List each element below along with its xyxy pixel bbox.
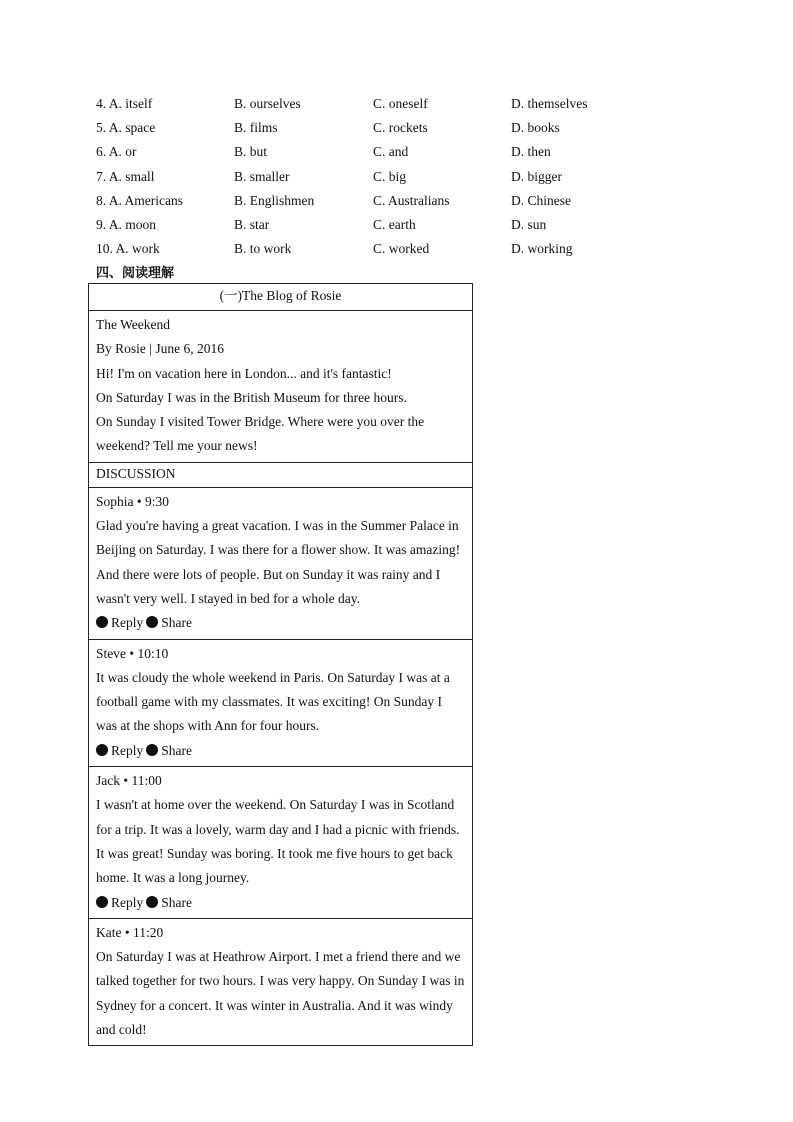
option-b: B. star (234, 216, 270, 232)
option-row-5 (96, 118, 716, 142)
comment-text: It was cloudy the whole weekend in Paris. On Saturday I was at a football game with my classmates. It was exciting! On Sunday I was at the shops with Ann for four hours. (96, 669, 450, 734)
bullet-icon (96, 896, 108, 908)
bullet-icon (96, 744, 108, 756)
post-line: On Saturday I was in the British Museum for three hours. (96, 389, 407, 405)
discussion-label: DISCUSSION (89, 462, 473, 487)
option-a: 7. A. small (96, 168, 155, 184)
option-c: C. big (373, 168, 407, 184)
blog-title: (一)The Blog of Rosie (89, 284, 473, 311)
option-a: 10. A. work (96, 241, 160, 257)
comment-jack (89, 767, 473, 919)
option-d: D. themselves (511, 96, 588, 111)
section-title: 四、阅读理解 (96, 266, 175, 281)
comment-author: Jack • 11:00 (96, 773, 162, 789)
option-c: C. oneself (373, 96, 428, 111)
option-d: D. sun (511, 216, 547, 232)
option-d: D. books (511, 120, 560, 136)
option-b: B. smaller (234, 168, 290, 184)
post-line: Hi! I'm on vacation here in London... and it's fantastic! (96, 365, 392, 381)
comment-kate (89, 918, 473, 1045)
comment-author: Kate • 11:20 (96, 924, 164, 940)
option-c: C. and (373, 144, 409, 160)
option-b: B. to work (234, 241, 292, 257)
option-d: D. bigger (511, 168, 562, 184)
option-b: B. but (234, 144, 268, 160)
option-a: 9. A. moon (96, 216, 157, 232)
reply-link[interactable]: Reply (111, 615, 144, 631)
option-b: B. ourselves (234, 96, 301, 111)
bullet-icon (146, 616, 158, 628)
share-link[interactable]: Share (161, 742, 192, 758)
option-a: 8. A. Americans (96, 192, 183, 208)
option-b: B. films (234, 120, 278, 136)
option-row-7 (96, 167, 716, 191)
answer-options (96, 94, 716, 263)
option-b: B. Englishmen (234, 192, 315, 208)
option-row-9 (96, 215, 716, 239)
option-d: D. then (511, 144, 551, 160)
option-c: C. worked (373, 241, 430, 257)
bullet-icon (146, 744, 158, 756)
comment-actions (96, 891, 465, 915)
comment-actions (96, 739, 465, 763)
option-c: C. Australians (373, 192, 450, 208)
reply-link[interactable]: Reply (111, 742, 144, 758)
reply-link[interactable]: Reply (111, 894, 144, 910)
blog-post (89, 311, 473, 463)
option-c: C. rockets (373, 120, 428, 136)
share-link[interactable]: Share (161, 894, 192, 910)
option-row-4 (96, 94, 716, 118)
option-d: D. Chinese (511, 192, 571, 208)
post-byline: By Rosie | June 6, 2016 (96, 341, 224, 357)
comment-author: Steve • 10:10 (96, 645, 169, 661)
comment-sophia (89, 487, 473, 639)
blog-table (88, 283, 473, 1046)
comment-text: I wasn't at home over the weekend. On Saturday I was in Scotland for a trip. It was a lovely, warm day and I had a picnic with friends. It was great! Sunday was boring. It took me five hours to get back home. It was a long journey. (96, 797, 460, 886)
option-a: 4. A. itself (96, 96, 153, 111)
option-row-10 (96, 239, 716, 263)
comment-text: Glad you're having a great vacation. I was in the Summer Palace in Beijing on Saturday. I was there for a flower show. It was amazing! And there were lots of people. But on Sunday it was rainy and I wasn't very well. I stayed in bed for a whole day. (96, 518, 461, 606)
option-a: 6. A. or (96, 144, 137, 160)
option-row-8 (96, 191, 716, 215)
post-line: On Sunday I visited Tower Bridge. Where were you over the weekend? Tell me your news! (96, 414, 425, 454)
option-a: 5. A. space (96, 120, 156, 136)
share-link[interactable]: Share (161, 615, 192, 631)
bullet-icon (96, 616, 108, 628)
option-c: C. earth (373, 216, 416, 232)
post-heading: The Weekend (96, 317, 171, 332)
bullet-icon (146, 896, 158, 908)
option-row-6 (96, 142, 716, 166)
comment-steve (89, 639, 473, 766)
comment-actions (96, 611, 465, 635)
option-d: D. working (511, 241, 573, 257)
comment-author: Sophia • 9:30 (96, 493, 169, 509)
comment-text: On Saturday I was at Heathrow Airport. I met a friend there and we talked together for two hours. I was very happy. On Sunday I was in Sydney for a concert. It was winter in Australia. And it was windy and cold! (96, 949, 465, 1038)
